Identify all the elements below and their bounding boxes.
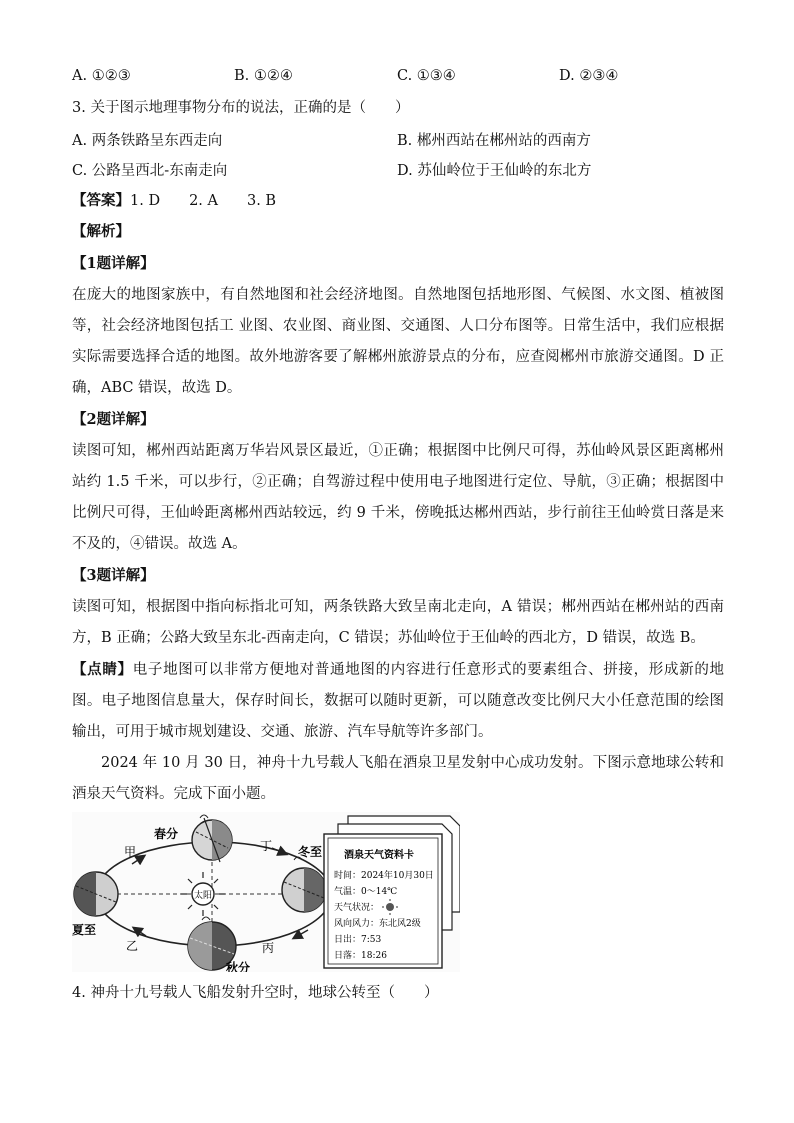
- card-time: 时间：2024年10月30日: [334, 871, 434, 881]
- label-spring: 春分: [154, 827, 179, 841]
- card-sunrise: 日出：7:53: [334, 935, 382, 945]
- detail2-text: 读图可知，郴州西站距离万华岩风景区最近，①正确；根据图中比例尺可得，苏仙岭风景区距离郴州站约 1.5 千米，可以步行，②正确；自驾游过程中使用电子地图进行定位、导航，③正确；根据图中比例尺可得，王仙岭距离郴州西站较远，约 9 千米，傍晚抵达郴州西站，步行前往王仙岭赏日落是来不及的，④错误。故选 A。: [72, 443, 724, 552]
- detail3-text: 读图可知，根据图中指向标指北可知，两条铁路大致呈南北走向，A 错误；郴州西站在郴州站的西南方，B 正确；公路大致呈东北-西南走向，C 错误；苏仙岭位于王仙岭的西北方，D 错误，故选 B。: [72, 599, 724, 646]
- card-weather: 天气状况：: [334, 903, 380, 913]
- intro-paragraph: 2024 年 10 月 30 日，神舟十九号载人飞船在酒泉卫星发射中心成功发射。下图示意地球公转和酒泉天气资料。完成下面小题。: [72, 755, 724, 802]
- label-summer: 夏至: [72, 923, 97, 937]
- detail2-label: 【2题详解】: [72, 411, 155, 428]
- card-sunset: 日落：18:26: [334, 951, 387, 961]
- q3-option-b: B. 郴州西站在郴州站的西南方: [397, 133, 591, 149]
- card-title: 酒泉天气资料卡: [344, 850, 414, 861]
- label-winter: 冬至: [298, 845, 323, 859]
- q3-stem: 3. 关于图示地理事物分布的说法，正确的是（ ）: [72, 100, 410, 116]
- q2-option-b: B. ①②④: [234, 68, 293, 84]
- tip-text: 电子地图可以非常方便地对普通地图的内容进行任意形式的要素组合、拼接，形成新的地图。电子地图信息量大，保存时间长，数据可以随时更新，可以随意改变比例尺大小任意范围的绘图输出，可用于城市规划建设、交通、旅游、汽车导航等许多部门。: [72, 662, 725, 740]
- label-sun: 太阳: [194, 891, 213, 901]
- label-jia: 甲: [124, 845, 137, 859]
- q3-option-a: A. 两条铁路呈东西走向: [72, 133, 223, 149]
- detail3-label: 【3题详解】: [72, 567, 155, 584]
- label-bing: 丙: [262, 941, 275, 955]
- analysis-label: 【解析】: [72, 223, 130, 240]
- earth-summer-icon: [74, 872, 118, 916]
- q3-option-d: D. 苏仙岭位于王仙岭的东北方: [397, 163, 592, 179]
- tip-label: 【点睛】: [72, 661, 133, 678]
- label-yi: 乙: [126, 939, 139, 953]
- card-wind: 风向风力：东北风2级: [334, 919, 421, 929]
- q3-option-c: C. 公路呈西北-东南走向: [72, 163, 228, 179]
- detail1-label: 【1题详解】: [72, 255, 155, 272]
- weather-card: [324, 816, 460, 968]
- answer-line: [72, 191, 276, 211]
- q2-option-a: A. ①②③: [72, 68, 131, 84]
- detail1-text: 在庞大的地图家族中，有自然地图和社会经济地图。自然地图包括地形图、气候图、水文图、植被图等，社会经济地图包括工 业图、农业图、商业图、交通图、人口分布图等。日常生活中，我们应根据实际需要选择合适的地图。故外地游客要了解郴州旅游景点的分布，应查阅郴州市旅游交通图。D 正确，ABC 错误，故选 D。: [72, 287, 724, 396]
- label-autumn: 秋分: [226, 961, 251, 972]
- q2-option-d: D. ②③④: [559, 68, 619, 84]
- orbit-diagram: [72, 812, 460, 972]
- q2-option-c: C. ①③④: [397, 68, 456, 84]
- answer-text: 1. D 2. A 3. B: [130, 193, 277, 209]
- tip-paragraph: [72, 654, 724, 748]
- label-ding: 丁: [260, 839, 273, 853]
- orbit-figure: [72, 812, 460, 972]
- card-temp: 气温：0～14℃: [334, 887, 398, 897]
- answer-label: 【答案】: [72, 192, 130, 209]
- q4-stem: 4. 神舟十九号载人飞船发射升空时，地球公转至（ ）: [72, 985, 439, 1001]
